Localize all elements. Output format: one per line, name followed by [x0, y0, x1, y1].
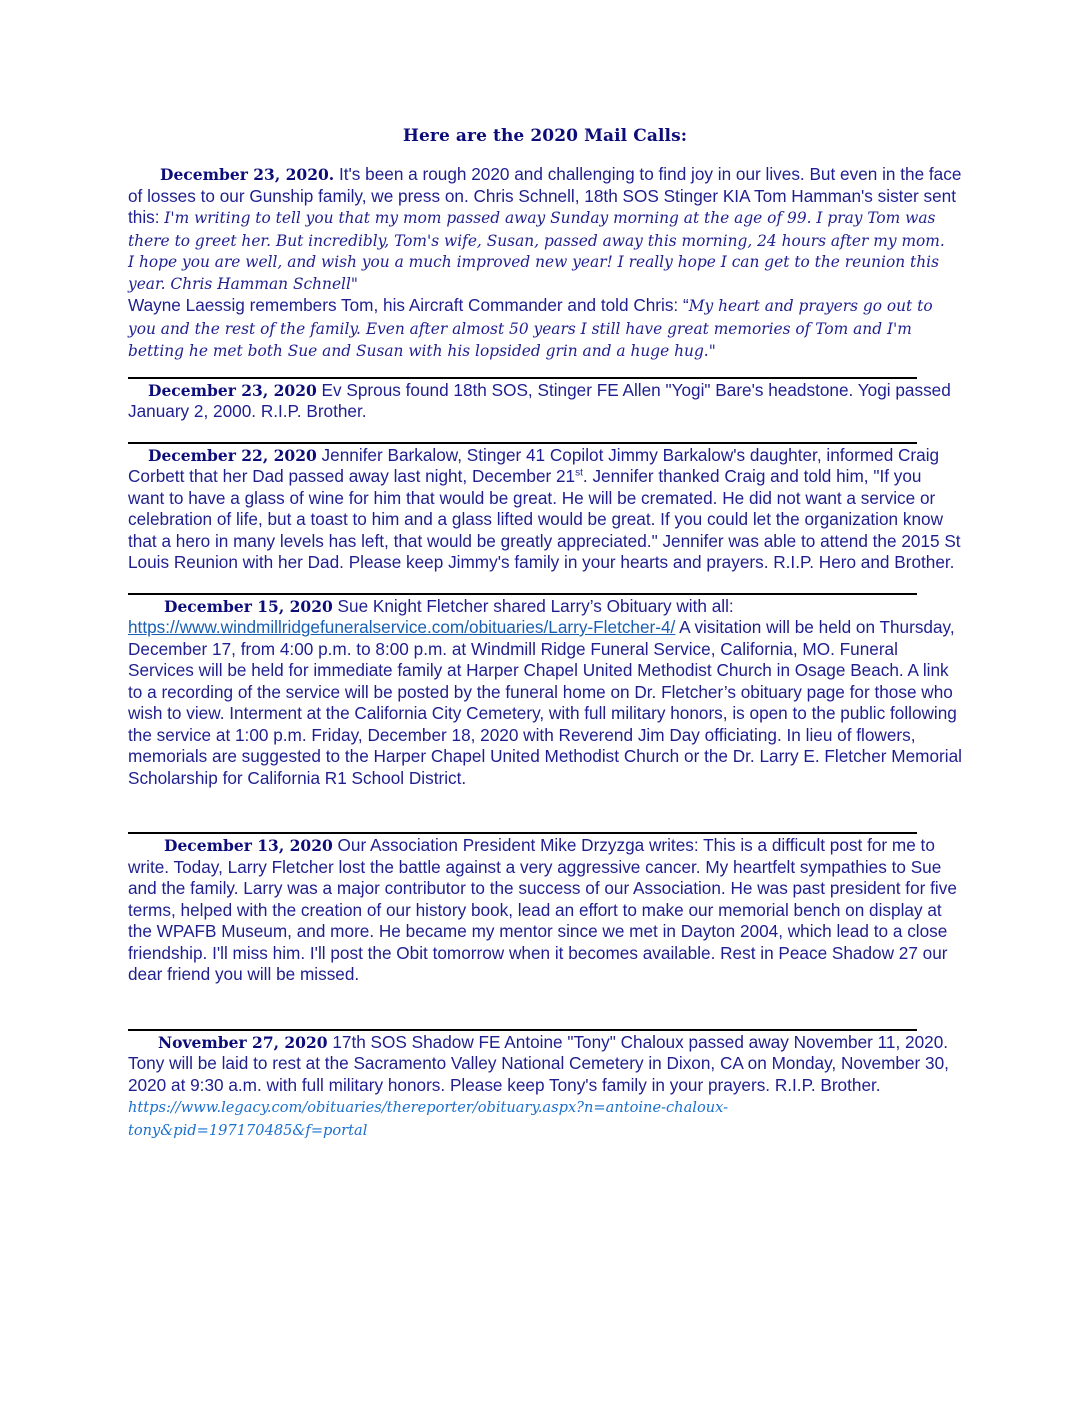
mail-call-entry — [128, 596, 962, 790]
entry-quote: I'm writing to tell you that my mom passed away Sunday morning at the age of 99. I pray Tom was there to greet her. But incredibly, Tom's wife, Susan, passed away this morning, 24 hours after my mom. — [128, 209, 945, 250]
mail-call-entry — [128, 835, 962, 986]
divider — [128, 1029, 917, 1031]
entry-paragraph — [128, 295, 962, 363]
entry-text: . Jennifer thanked Craig and told him, "If you want to have a glass of wine for him that would be great. He will be cremated. He did not want a service or celebration of life, but a toast to him and a glass lifted would be great. If you could let the organization know that a hero in many levels has left, that would be greatly appreciated." Jennifer was able to attend the 2015 St Louis Reunion with her Dad. Please keep Jimmy's family in your hearts and prayers. R.I.P. Hero and Brother. — [128, 466, 961, 572]
entry-date: December 23, 2020 — [148, 380, 317, 400]
mail-call-entry — [128, 380, 962, 423]
entry-date: December 15, 2020 — [164, 596, 333, 616]
page-title: Here are the 2020 Mail Calls: — [402, 126, 688, 146]
entry-date: December 13, 2020 — [164, 836, 333, 855]
entry-text: A visitation will be held on Thursday, December 17, from 4:00 p.m. to 8:00 p.m. at Windmill Ridge Funeral Service, California, MO. Funeral Services will be held for immediate family at Harper Chapel United Methodist Church in Osage Beach. A link to a recording of the service will be posted by the funeral home on Dr. Fletcher’s obituary page for those who wish to view. Interment at the California City Cemetery, with full military honors, is open to the public following the service at 1:00 p.m. Friday, December 18, 2020 with Reverend Jim Day officiating. In lieu of flowers, memorials are suggested to the Harper Chapel United Methodist Church or the Dr. Larry E. Fletcher Memorial Scholarship for California R1 School District. — [128, 617, 962, 788]
entry-text: 17th SOS Shadow FE Antoine "Tony" Chaloux passed away November 11, 2020. Tony will be laid to rest at the Sacramento Valley National Cemetery in Dixon, CA on Monday, November 30, 2020 at 9:30 a.m. with full military honors. Please keep Tony's family in your prayers. R.I.P. Brother. — [128, 1031, 949, 1095]
superscript: st — [575, 467, 583, 479]
entry-quote-block: I hope you are well, and wish you a much improved new year! I really hope I can get to the reunion this year. Chris Hamman Schnell" — [128, 253, 939, 293]
obituary-link[interactable]: https://www.windmillridgefuneralservice.com/obituaries/Larry-Fletcher-4/ — [128, 617, 676, 637]
divider — [128, 593, 917, 595]
entry-text: It's been a rough 2020 and challenging to find joy in our lives. But even in the face of losses to our Gunship family, we press on. Chris Schnell, 18th SOS Stinger KIA Tom Hamman's sister sent this: — [128, 164, 962, 227]
mail-call-entry — [128, 1032, 962, 1142]
entry-text: Wayne Laessig remembers Tom, his Aircraft Commander and told Chris: “ — [128, 295, 689, 315]
mail-call-entry — [128, 445, 962, 574]
mail-call-entry — [128, 164, 962, 252]
entry-date: December 23, 2020. — [160, 165, 335, 184]
mail-calls-page — [128, 126, 962, 1141]
entry-text: Sue Knight Fletcher shared Larry’s Obituary with all: — [332, 595, 734, 616]
entry-date: December 22, 2020 — [148, 445, 317, 465]
legacy-link[interactable]: https://www.legacy.com/obituaries/thereporter/obituary.aspx?n=antoine-chaloux-tony&pid=197170485&f=portal — [128, 1099, 729, 1139]
entry-quote: My heart and prayers go out to you and the rest of the family. Even after almost 50 years I still have great memories of Tom and I'm betting he met both Sue and Susan with his lopsided grin and a huge hug." — [128, 297, 933, 360]
entry-text: Jennifer Barkalow, Stinger 41 Copilot Jimmy Barkalow's daughter, informed Craig Corbett that her Dad passed away last night, December 21 — [128, 444, 940, 486]
divider — [128, 832, 917, 834]
divider — [128, 377, 917, 379]
entry-text: Ev Sprous found 18th SOS, Stinger FE Allen "Yogi" Bare's headstone. Yogi passed January 2, 2000. R.I.P. Brother. — [128, 379, 951, 421]
entry-text: Our Association President Mike Drzyzga writes: This is a difficult post for me to write. Today, Larry Fletcher lost the battle against a very aggressive cancer. My heartfelt sympathies to Sue and the family. Larry was a major contributor to the success of our Association. He was past president for five terms, helped with the creation of our history book, lead an effort to make our memorial bench on display at the WPAFB Museum, and more. He became my mentor since we met in Dayton 2004, which lead to a close friendship. I'll miss him. I'll post the Obit tomorrow when it becomes available. Rest in Peace Shadow 27 our dear friend you will be missed. — [128, 835, 957, 984]
entry-date: November 27, 2020 — [158, 1032, 328, 1052]
divider — [128, 442, 917, 444]
